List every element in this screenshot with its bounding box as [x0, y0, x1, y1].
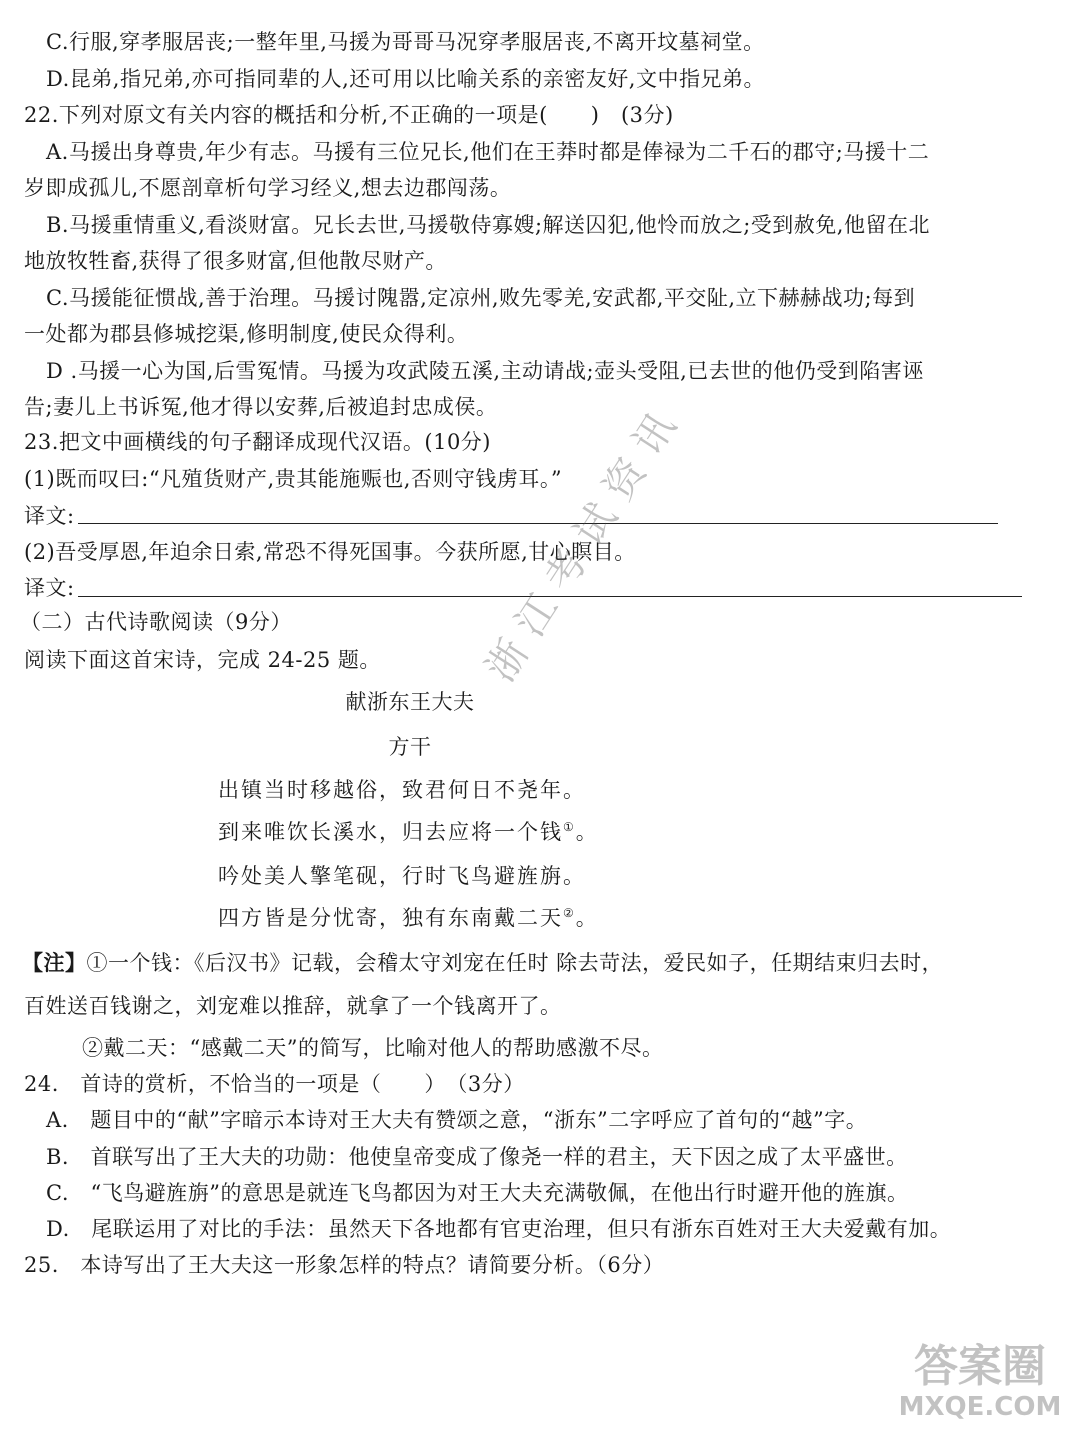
- logo-bottom-text: MXQE.COM: [898, 1392, 1062, 1422]
- q22-option-d-line2: 告;妻儿上书诉冤,他才得以安葬,后被追封忠成侯。: [24, 395, 498, 419]
- poem-line-3: 吟处美人擎笔砚，行时飞鸟避旌旃。: [218, 864, 586, 888]
- q22-option-c-line2: 一处都为郡县修城挖渠,修明制度,使民众得利。: [24, 322, 469, 346]
- note-2: ②戴二天：“感戴二天”的简写，比喻对他人的帮助感激不尽。: [82, 1036, 664, 1060]
- footnote-mark-1: ①: [563, 820, 576, 834]
- q23-sentence-2: (2)吾受厚恩,年迫余日索,常恐不得死国事。今获所愿,甘心瞑目。: [24, 540, 636, 564]
- q24-option-c: C. “飞鸟避旌旃”的意思是就连飞鸟都因为对王大夫充满敬佩，在他出行时避开他的旌旗。: [46, 1181, 909, 1205]
- q22-option-b-line2: 地放牧牲畜,获得了很多财富,但他散尽财产。: [24, 249, 447, 273]
- watermark-text: 浙江考试资讯: [477, 393, 693, 690]
- poem-line-4: [218, 904, 599, 932]
- q21-option-c: C.行服,穿孝服居丧;一整年里,马援为哥哥马况穿孝服居丧,不离开坟墓祠堂。: [46, 30, 765, 54]
- poem-line-4-end: 。: [575, 906, 599, 930]
- poem-line-2-end: 。: [575, 820, 599, 844]
- q23-answer-line-1[interactable]: [78, 523, 998, 524]
- logo-top-text: 答案圈: [914, 1341, 1046, 1392]
- site-logo: [890, 1342, 1070, 1432]
- q23-sentence-1: (1)既而叹曰:“凡殖货财产,贵其能施赈也,否则守钱虏耳。”: [24, 467, 563, 491]
- note-1-line1: [22, 949, 943, 977]
- q22-option-a-line2: 岁即成孤儿,不愿剖章析句学习经义,想去边郡闯荡。: [24, 176, 512, 200]
- note-1-line2: 百姓送百钱谢之，刘宠难以推辞，就拿了一个钱离开了。: [24, 994, 562, 1018]
- poem-line-2: [218, 818, 599, 846]
- poem-line-4-text: 四方皆是分忧寄，独有东南戴二天: [218, 906, 563, 930]
- poem-author: 方干: [388, 735, 432, 759]
- q24-option-d: D. 尾联运用了对比的手法：虽然天下各地都有官吏治理，但只有浙东百姓对王大夫爱戴有加。: [46, 1217, 952, 1241]
- q23-translation-label-2: 译文:: [24, 576, 75, 600]
- q24-option-a: A. 题目中的“献”字暗示本诗对王大夫有赞颂之意，“浙东”二字呼应了首句的“越”字。: [46, 1108, 868, 1132]
- q25-stem: 25. 本诗写出了王大夫这一形象怎样的特点？请简要分析。（6分）: [24, 1253, 665, 1277]
- note-1-text: ①一个钱：《后汉书》记载，会稽太守刘宠在任时 除去苛法，爱民如子，任期结束归去时，: [86, 951, 944, 975]
- section-title: （二）古代诗歌阅读（9分）: [20, 610, 292, 634]
- q23-stem: 23.把文中画横线的句子翻译成现代汉语。(10分): [24, 430, 492, 454]
- q23-translation-label-1: 译文:: [24, 504, 75, 528]
- q22-option-a-line1: A.马援出身尊贵,年少有志。马援有三位兄长,他们在王莽时都是俸禄为二千石的郡守;马援十二: [46, 140, 930, 164]
- footnote-mark-2: ②: [563, 906, 576, 920]
- q21-option-d: D.昆弟,指兄弟,亦可指同辈的人,还可用以比喻关系的亲密友好,文中指兄弟。: [46, 67, 765, 91]
- poem-title: 献浙东王大夫: [345, 690, 475, 714]
- section-intro: 阅读下面这首宋诗，完成 24-25 题。: [24, 648, 381, 672]
- q24-stem: 24. 首诗的赏析，不恰当的一项是（ ） （3分）: [24, 1072, 525, 1096]
- note-heading: 【注】: [22, 950, 87, 975]
- q22-option-c-line1: C.马援能征惯战,善于治理。马援讨隗嚣,定凉州,败先零羌,安武都,平交阯,立下赫赫战功;每到: [46, 286, 916, 310]
- q24-option-b: B. 首联写出了王大夫的功勋：他使皇帝变成了像尧一样的君主，天下因之成了太平盛世。: [46, 1145, 908, 1169]
- q22-option-b-line1: B.马援重情重义,看淡财富。兄长去世,马援敬侍寡嫂;解送囚犯,他怜而放之;受到赦免,他留在北: [46, 213, 930, 237]
- poem-line-1: 出镇当时移越俗，致君何日不尧年。: [218, 778, 586, 802]
- q22-stem: 22.下列对原文有关内容的概括和分析,不正确的一项是( ) (3分): [24, 103, 674, 127]
- poem-line-2-text: 到来唯饮长溪水，归去应将一个钱: [218, 820, 563, 844]
- q22-option-d-line1: D .马援一心为国,后雪冤情。马援为攻武陵五溪,主动请战;壶头受阻,已去世的他仍受到陷害诬: [46, 359, 924, 383]
